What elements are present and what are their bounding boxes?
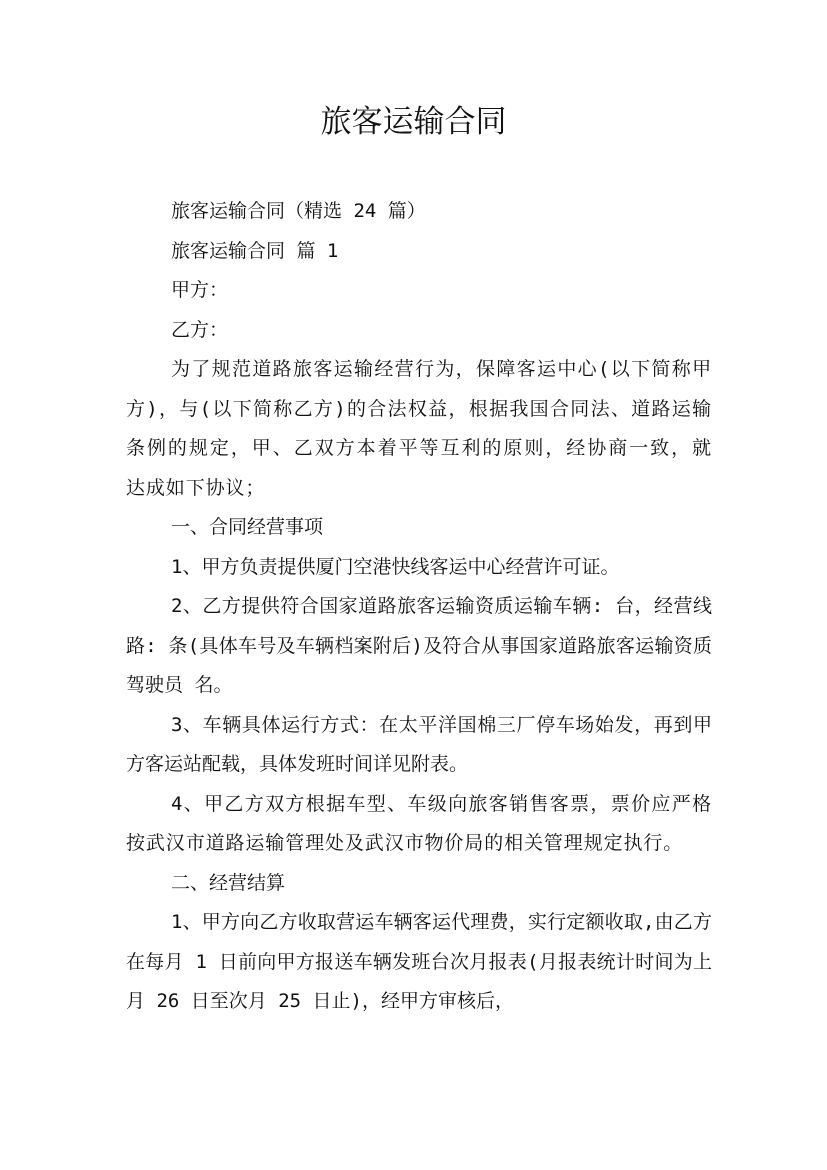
paragraph-party-b: 乙方： — [171, 318, 229, 341]
paragraph-heading-1: 一、合同经营事项 — [171, 516, 324, 538]
paragraph-preamble: 为了规范道路旅客运输经营行为，保障客运中心(以下简称甲方)，与(以下简称乙方)的合法权益，根据我国合同法、道路运输条例的规定，甲、乙双方本着平等互利的原则，经协商一致，就 达成如下协议； — [126, 358, 712, 499]
document-body — [126, 192, 712, 1022]
paragraph-heading-2: 二、经营结算 — [171, 871, 286, 894]
paragraph-clause-1-2: 2、乙方提供符合国家道路旅客运输资质运输车辆: 台，经营线路: 条(具体车号及车辆档案附后)及符合从事国家道路旅客运输资质驾驶员 名。 — [126, 595, 712, 696]
paragraph-clause-1-3: 3、车辆具体运行方式：在太平洋国棉三厂停车场始发，再到甲方客运站配载，具体发班时间详见附表。 — [126, 713, 712, 775]
paragraph-clause-1-4: 4、甲乙方双方根据车型、车级向旅客销售客票，票价应严格按武汉市道路运输管理处及武汉市物价局的相关管理规定执行。 — [126, 792, 712, 854]
paragraph-clause-1-1: 1、甲方负责提供厦门空港快线客运中心经营许可证。 — [171, 555, 620, 578]
paragraph-subtitle: 旅客运输合同（精选 24 篇） — [171, 200, 426, 222]
paragraph-clause-2-1: 1、甲方向乙方收取营运车辆客运代理费，实行定额收取,由乙方在每月 1 日前向甲方报送车辆发班台次月报表(月报表统计时间为上月 26 日至次月 25 日止)，经甲方审核后， — [126, 911, 712, 1012]
paragraph-party-a: 甲方： — [171, 279, 229, 301]
document-title: 旅客运输合同 — [320, 104, 507, 140]
paragraph-section-heading: 旅客运输合同 篇 1 — [171, 239, 339, 262]
